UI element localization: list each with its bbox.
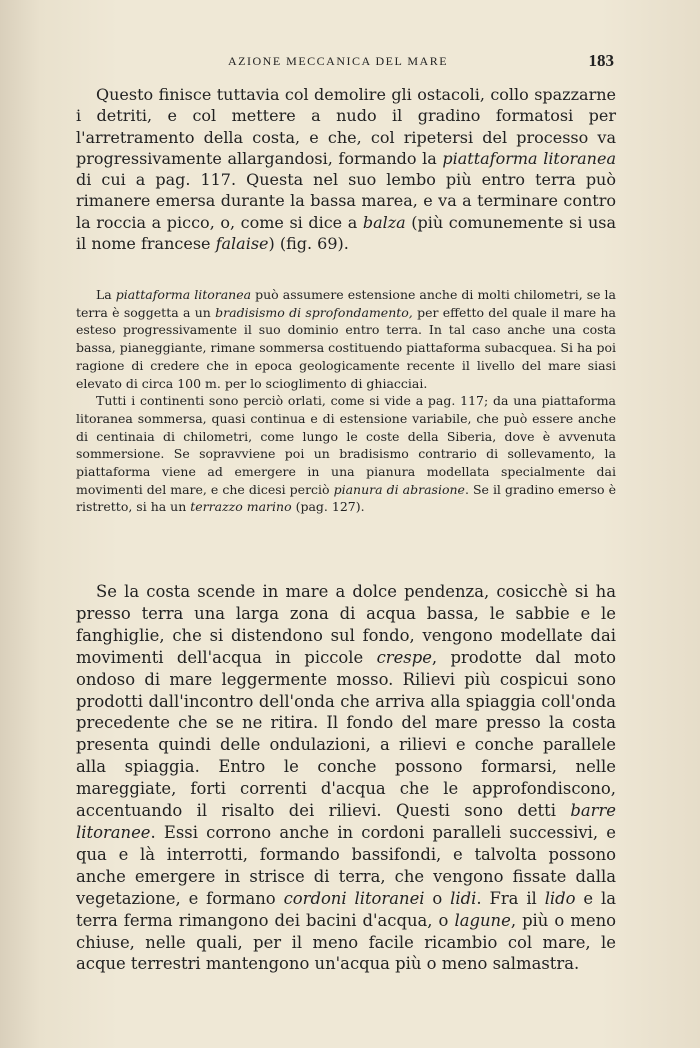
text: . Essi corrono anche in cordoni paralleli successivi, e qua e là interrotti, formando bassifondi, e talvolta possono anche emergere in strisce di terra, che vengono fissate dalla vegetazione, e formano bbox=[76, 822, 616, 908]
running-title: AZIONE MECCANICA DEL MARE bbox=[228, 54, 449, 68]
text: . Fra il bbox=[476, 888, 545, 908]
small-print-note bbox=[76, 286, 616, 516]
text: . Se il gradino emerso è ristretto, si ha un bbox=[76, 481, 617, 515]
text: , più o meno chiuse, nelle quali, per il meno facile ricambio col mare, le acque terrestri mantengono un'acqua più o meno salmastra. bbox=[76, 910, 616, 974]
page-number: 183 bbox=[588, 51, 614, 70]
italic-term: balza bbox=[362, 212, 406, 232]
text: , prodotte dal moto ondoso di mare leggermente mosso. Rilievi più cospicui sono prodotti dall'incontro dell'onda che arriva alla spiaggia coll'onda precedente che se ne ritira. Il fondo del mare presso la costa presenta quindi delle ondulazioni, a rilievi e conche parallele alla spiaggia. Entro le conche possono formarsi, nelle mareggiate, forti correnti d'acqua che le approfondiscono, accentuando il risalto dei rilievi. Questi sono detti bbox=[76, 647, 616, 821]
text: Tutti i continenti sono perciò orlati, come si vide a pag. 117; da una piattaforma litoranea sommersa, quasi continua e di estensione variabile, che può essere anche di centinaia di chilometri, come lungo le coste della Siberia, dove è avvenuta sommersione. Se sopravviene poi un bradisismo contrario di sollevamento, la piattaforma viene ad emergere in una pianura modellata specialmente dai movimenti del mare, e che dicesi perciò bbox=[76, 393, 616, 497]
text: (pag. 127). bbox=[291, 499, 365, 515]
italic-term: bradisismo di sprofondamento, bbox=[215, 304, 413, 320]
text: e la terra ferma rimangono dei bacini d'acqua, o bbox=[76, 888, 617, 930]
text: può assumere estensione anche di molti chilometri, se la terra è soggetta a un bbox=[76, 287, 616, 320]
text: (più comunemente si usa il nome francese bbox=[76, 212, 616, 254]
paragraph-2 bbox=[76, 581, 616, 975]
italic-term: falaise bbox=[215, 234, 269, 254]
note-paragraph-2 bbox=[76, 392, 616, 516]
text: Questo finisce tuttavia col demolire gli ostacoli, collo spazzarne i detriti, e col mettere a nudo il gradino formatosi per l'arretramento della costa, e che, col ripetersi del processo va progressivamente allargandosi, formando la bbox=[76, 85, 616, 168]
italic-term: crespe bbox=[376, 647, 432, 667]
note-paragraph-1 bbox=[76, 286, 616, 392]
text: per effetto del quale il mare ha esteso progressivamente il suo dominio entro terra. In tal caso anche una costa bassa, pianeggiante, rimane sommersa costituendo piattaforma subacquea. Si ha poi ragione di credere che in epoca geologicamente recente il livello del mare siasi elevato di circa 100 m. per lo scioglimento di ghiacciai. bbox=[76, 304, 616, 391]
italic-term: lidi bbox=[450, 888, 477, 908]
text: Se la costa scende in mare a dolce pendenza, cosicchè si ha presso terra una larga zona di acqua bassa, le sabbie e le fanghiglie, che si distendono sul fondo, vengono modellate dai movimenti dell'acqua in piccole bbox=[76, 582, 616, 667]
italic-term: piattaforma litoranea bbox=[442, 148, 616, 168]
italic-term: cordoni litoranei bbox=[283, 888, 425, 908]
italic-term: piattaforma litoranea bbox=[115, 287, 252, 302]
page-header bbox=[76, 52, 618, 72]
paragraph-1 bbox=[76, 84, 616, 254]
italic-term: barre litoranee bbox=[76, 801, 616, 842]
text: di cui a pag. 117. Questa nel suo lembo più entro terra può rimanere emersa durante la bassa marea, e va a terminare contro la roccia a picco, o, come si dice a bbox=[76, 170, 616, 232]
italic-term: lido bbox=[544, 888, 576, 908]
text: o bbox=[424, 888, 451, 908]
italic-term: terrazzo marino bbox=[190, 499, 292, 515]
italic-term: pianura di abrasione bbox=[333, 481, 465, 497]
italic-term: lagune bbox=[454, 910, 511, 930]
text: La bbox=[96, 287, 116, 302]
text: ) (fig. 69). bbox=[268, 234, 349, 254]
